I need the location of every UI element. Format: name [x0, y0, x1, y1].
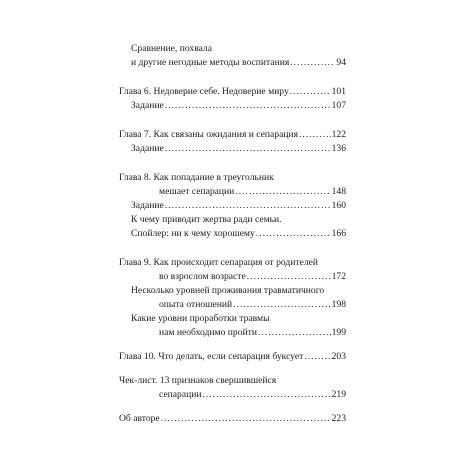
toc-entry-label: сепарации	[159, 389, 202, 400]
toc-entry-label: Задание	[131, 200, 164, 211]
dot-leader	[165, 199, 331, 213]
toc-chapter-9	[119, 270, 346, 284]
toc-entry-label: мешает сепарации	[159, 186, 235, 197]
toc-entry-label: нам необходимо пройти	[159, 327, 257, 338]
page-number: 198	[331, 299, 346, 310]
dot-leader	[235, 185, 330, 199]
dot-leader	[233, 298, 330, 312]
dot-leader	[165, 99, 331, 113]
toc-entry-label: опыта отношений	[159, 299, 233, 310]
page-number: 160	[331, 200, 346, 211]
table-of-contents	[119, 42, 346, 426]
toc-entry-label: Глава 6. Недоверие себе. Недоверие миру	[119, 86, 289, 97]
dot-leader	[202, 388, 330, 402]
page-number: 107	[331, 100, 346, 111]
dot-leader	[299, 128, 331, 142]
toc-entry-label: Глава 7. Как связаны ожидания и сепарация	[119, 129, 299, 140]
dot-leader	[258, 326, 331, 340]
toc-chapter-8	[119, 185, 346, 199]
toc-entry-comparison-line1: Сравнение, похвала	[131, 43, 212, 54]
page-number: 136	[331, 143, 346, 154]
toc-entry-label: Спойлер: ни к чему хорошему	[131, 228, 255, 239]
toc-chapter-10	[119, 350, 346, 364]
toc-chapter-8-task	[119, 199, 346, 213]
toc-entry-label: Об авторе	[119, 413, 160, 424]
page-number: 199	[331, 327, 346, 338]
dot-leader	[304, 350, 330, 364]
toc-chapter-7	[119, 128, 346, 142]
toc-chapter-8-section-line1: К чему приводит жертва ради семьи.	[131, 214, 282, 225]
toc-chapter-6-task	[119, 99, 346, 113]
page-number: 203	[331, 351, 346, 362]
toc-checklist-line1: Чек-лист. 13 признаков свершившейся	[119, 375, 277, 386]
toc-chapter-9-section2	[119, 326, 346, 340]
page-number: 223	[331, 413, 346, 424]
toc-entry-label: Задание	[131, 143, 164, 154]
dot-leader	[161, 412, 331, 426]
page-number: 122	[331, 129, 346, 140]
toc-chapter-9-section1	[119, 298, 346, 312]
toc-chapter-7-task	[119, 142, 346, 156]
page-number: 219	[331, 389, 346, 400]
dot-leader	[247, 270, 331, 284]
toc-chapter-8-section	[119, 227, 346, 241]
toc-chapter-9-section1-line1: Несколько уровней проживания травматичного	[131, 285, 325, 296]
toc-about-author	[119, 412, 346, 426]
dot-leader	[256, 227, 331, 241]
dot-leader	[290, 56, 335, 70]
dot-leader	[165, 142, 331, 156]
page-number: 172	[331, 271, 346, 282]
toc-chapter-6	[119, 85, 346, 99]
page-number: 94	[336, 57, 346, 68]
toc-chapter-9-section2-line1: Какие уровни проработки травмы	[131, 313, 270, 324]
toc-entry-comparison	[119, 56, 346, 70]
page-number: 148	[331, 186, 346, 197]
toc-entry-label: и другие негодные методы воспитания	[131, 57, 290, 68]
page-number: 166	[331, 228, 346, 239]
toc-chapter-9-line1: Глава 9. Как происходит сепарация от родителей	[119, 257, 319, 268]
page-number: 101	[331, 86, 346, 97]
toc-entry-label: Глава 10. Что делать, если сепарация буксует	[119, 351, 304, 362]
dot-leader	[290, 85, 331, 99]
toc-entry-label: во взрослом возрасте	[159, 271, 246, 282]
toc-chapter-8-line1: Глава 8. Как попадание в треугольник	[119, 172, 274, 183]
toc-checklist	[119, 388, 346, 402]
toc-entry-label: Задание	[131, 100, 164, 111]
